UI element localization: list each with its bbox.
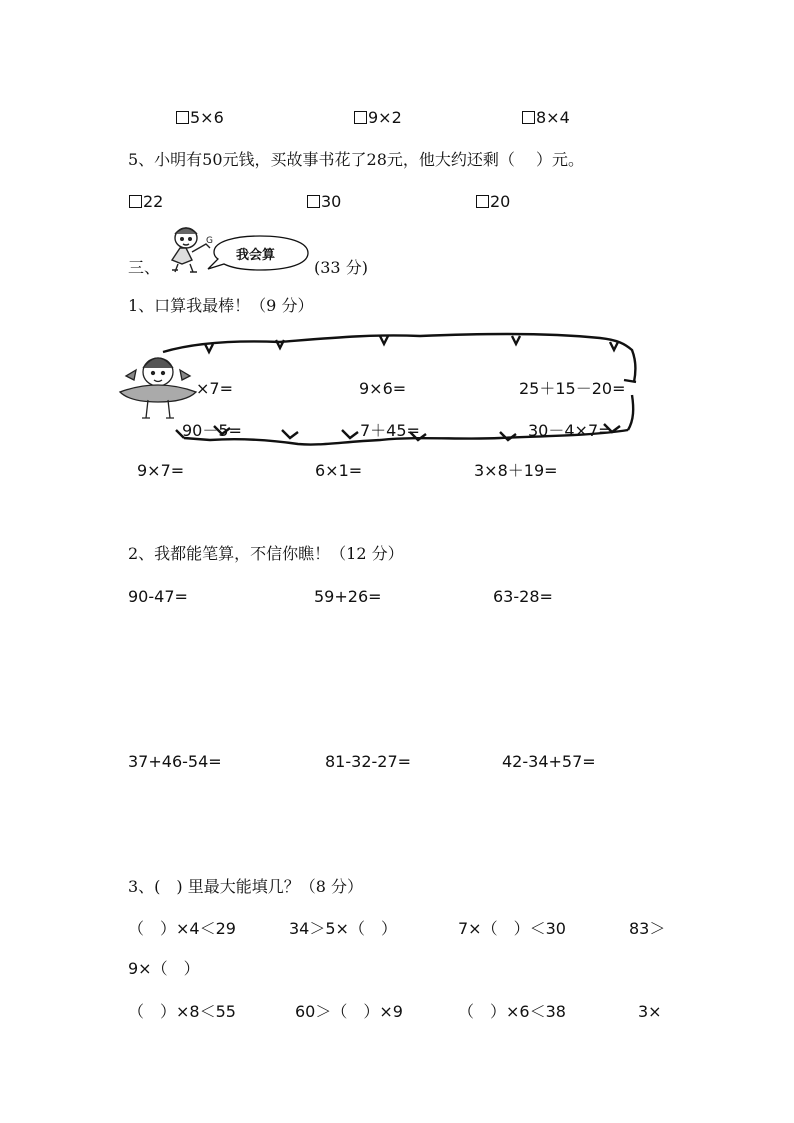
calc-item[interactable]: 42-34+57= (502, 752, 596, 771)
fill-item[interactable]: 60＞（ ）×9 (295, 1002, 403, 1021)
q4-option-c[interactable]: 8×4 (522, 108, 570, 128)
calc-item[interactable]: 63-28= (493, 587, 553, 606)
fill-item[interactable]: 83＞ (629, 919, 666, 938)
fill-item[interactable]: （ ）×6＜38 (458, 1002, 566, 1021)
section3-score: (33 分) (314, 258, 368, 277)
q5-option-a[interactable]: 22 (129, 192, 163, 212)
part2-title: 2、我都能笔算，不信你瞧！（12 分） (128, 544, 404, 563)
calc-item[interactable]: 7＋45= (360, 421, 420, 440)
calc-item[interactable]: ×7= (196, 379, 233, 398)
part3-title: 3、( ) 里最大能填几？（8 分） (128, 877, 364, 896)
q4-option-a[interactable]: 5×6 (176, 108, 224, 128)
calc-item[interactable]: 37+46-54= (128, 752, 222, 771)
calc-item[interactable]: 90-47= (128, 587, 188, 606)
girl-icon (120, 358, 196, 418)
calc-item[interactable]: 59+26= (314, 587, 382, 606)
calc-item[interactable]: 25＋15－20= (519, 379, 626, 398)
calc-item[interactable]: 6×1= (315, 461, 363, 480)
q5-question: 5、小明有50元钱，买故事书花了28元，他大约还剩（ ）元。 (128, 150, 584, 169)
calc-item[interactable]: 9×6= (359, 379, 407, 398)
calc-item[interactable]: 81-32-27= (325, 752, 412, 771)
calc-item[interactable]: 30－4×7= (528, 421, 612, 440)
q5-option-b[interactable]: 30 (307, 192, 341, 212)
svg-text:G: G (206, 236, 213, 246)
fill-item[interactable]: 7×（ ）＜30 (458, 919, 566, 938)
fill-item[interactable]: （ ）×4＜29 (128, 919, 236, 938)
q4-option-b[interactable]: 9×2 (354, 108, 402, 128)
mascot-icon (172, 228, 213, 272)
fill-item[interactable]: 9×（ ） (128, 959, 200, 978)
fill-item[interactable]: （ ）×8＜55 (128, 1002, 236, 1021)
calc-item[interactable]: 3×8＋19= (474, 461, 558, 480)
calc-item[interactable]: 90－5= (182, 421, 242, 440)
q5-option-c[interactable]: 20 (476, 192, 510, 212)
fill-item[interactable]: 34＞5×（ ） (289, 919, 397, 938)
part1-title: 1、口算我最棒！（9 分） (128, 296, 314, 315)
speech-bubble-label: 我会算 (236, 248, 276, 263)
calc-item[interactable]: 9×7= (137, 461, 185, 480)
section3-number: 三、 (128, 258, 161, 277)
fill-item[interactable]: 3× (638, 1002, 662, 1021)
